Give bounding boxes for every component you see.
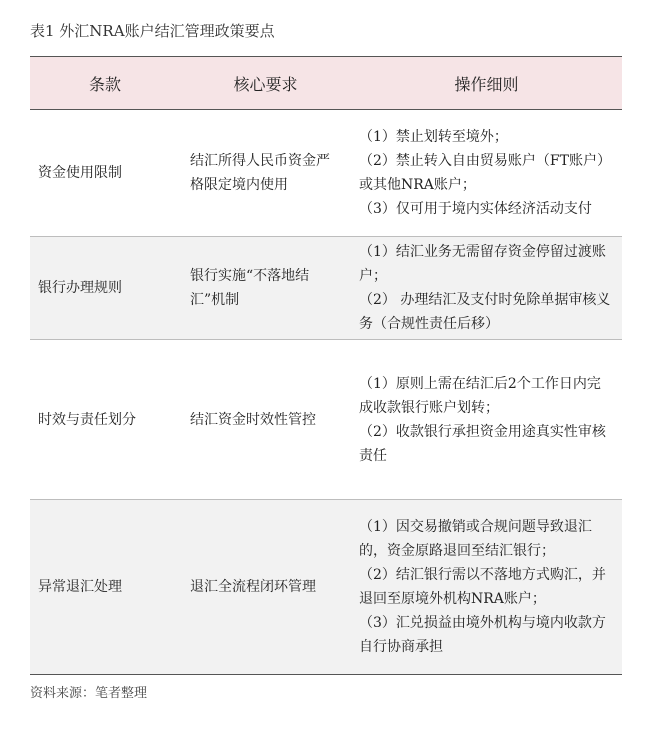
row-requirement: 退汇全流程闭环管理	[180, 500, 351, 675]
detail-item: （2）结汇银行需以不落地方式购汇，并退回至原境外机构NRA账户；	[359, 567, 606, 607]
detail-item: （2）禁止转入自由贸易账户（FT账户）或其他NRA账户；	[359, 153, 611, 193]
header-clause: 条款	[30, 57, 180, 110]
row-details	[351, 110, 622, 237]
detail-item: （1）原则上需在结汇后2个工作日内完成收款银行账户划转；	[359, 375, 601, 416]
detail-item: （1）禁止划转至境外；	[359, 129, 508, 145]
table-caption: 表1 外汇NRA账户结汇管理政策要点	[30, 22, 275, 40]
detail-item: （1）结汇业务无需留存资金停留过渡账户；	[359, 244, 606, 284]
row-clause: 银行办理规则	[30, 237, 180, 340]
row-details	[351, 340, 622, 500]
detail-item: （3）仅可用于境内实体经济活动支付	[359, 201, 592, 217]
table-row	[30, 110, 622, 237]
row-requirement: 银行实施“不落地结汇”机制	[180, 237, 351, 340]
row-clause: 资金使用限制	[30, 110, 180, 237]
table-row	[30, 237, 622, 340]
header-details: 操作细则	[351, 57, 622, 110]
table-row	[30, 500, 622, 675]
row-clause: 异常退汇处理	[30, 500, 180, 675]
row-requirement: 结汇所得人民币资金严格限定境内使用	[180, 110, 351, 237]
source-note: 资料来源：笔者整理	[30, 686, 148, 701]
row-clause: 时效与责任划分	[30, 340, 180, 500]
header-requirement: 核心要求	[180, 57, 351, 110]
row-details	[351, 500, 622, 675]
table-header-row	[30, 57, 622, 110]
detail-item: （2）收款银行承担资金用途真实性审核责任	[359, 423, 606, 464]
detail-item: （3）汇兑损益由境外机构与境内收款方自行协商承担	[359, 615, 606, 655]
row-details	[351, 237, 622, 340]
detail-item: （1）因交易撤销或合规问题导致退汇的，资金原路退回至结汇银行；	[359, 519, 592, 559]
table-row	[30, 340, 622, 500]
row-requirement: 结汇资金时效性管控	[180, 340, 351, 500]
policy-table	[30, 56, 622, 675]
detail-item: （2） 办理结汇及支付时免除单据审核义务（合规性责任后移）	[359, 292, 611, 332]
